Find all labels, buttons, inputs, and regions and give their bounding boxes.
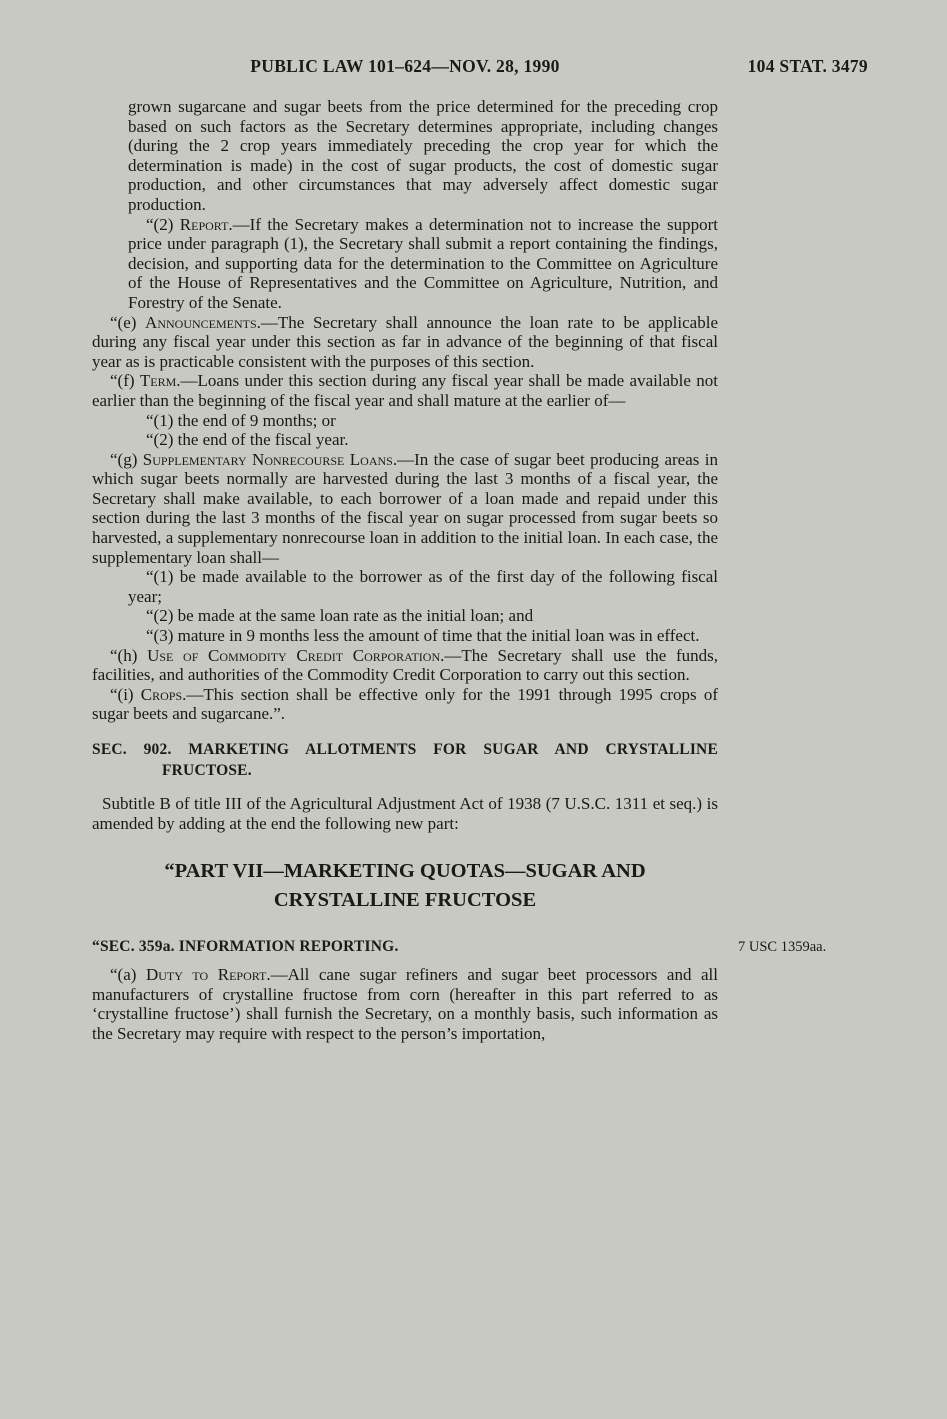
page-header bbox=[92, 56, 868, 80]
amendment-intro-paragraph: Subtitle B of title III of the Agricultural Adjustment Act of 1938 (7 U.S.C. 1311 et seq.) is amended by adding at the end the following new part: bbox=[92, 794, 718, 833]
statute-text: “(i) bbox=[110, 684, 141, 704]
statute-text: .—If the Secretary makes a determination not to increase the support price under paragraph (1), the Secretary shall submit a report containing the findings, decision, and supporting data for the determination to the Committee on Agriculture of the House of Representatives and the Committee on Agriculture, Nutrition, and Forestry of the Senate. bbox=[128, 214, 718, 312]
section-902-heading-line-2: FRUCTOSE. bbox=[162, 762, 252, 779]
statute-text: “(2) bbox=[146, 214, 180, 234]
statute-paragraph bbox=[92, 685, 718, 724]
statute-paragraphs bbox=[92, 965, 718, 1043]
statute-text: “(h) bbox=[110, 645, 148, 665]
statute-text: “(f) bbox=[110, 371, 140, 391]
header-stat-ref: 104 STAT. 3479 bbox=[747, 56, 868, 76]
statute-paragraphs bbox=[92, 97, 718, 724]
statute-paragraph bbox=[128, 97, 718, 215]
statute-text: .—All cane sugar refiners and sugar beet processors and all manufacturers of crystalline fructose from corn (hereafter in this part referred to as ‘crystalline fructose’) shall furnish the Secretary, on a monthly basis, such information as the Secretary may require with respect to the person’s importation, bbox=[92, 965, 719, 1043]
statute-defined-term: Supplementary Nonrecourse Loans bbox=[142, 449, 393, 469]
statute-defined-term: Use of Commodity Credit Corporation bbox=[147, 645, 441, 665]
statute-body bbox=[92, 97, 827, 1044]
statute-paragraph bbox=[128, 567, 718, 606]
statute-defined-term: Term bbox=[139, 371, 177, 391]
statute-defined-term: Report bbox=[179, 214, 229, 234]
statute-paragraph bbox=[128, 430, 718, 450]
statute-defined-term: Crops bbox=[140, 684, 183, 704]
section-359a-row bbox=[92, 937, 827, 959]
statute-paragraph bbox=[92, 371, 718, 410]
statute-text: .—The Secretary shall announce the loan rate to be applicable during any fiscal year under this section as far in advance of the beginning of that fiscal year as is practicable consistent with the purposes of this section. bbox=[92, 312, 718, 371]
statute-paragraph bbox=[128, 215, 718, 313]
statute-text: .—This section shall be effective only for the 1991 through 1995 crops of sugar beets and sugarcane.”. bbox=[92, 684, 718, 724]
statute-text: “(3) mature in 9 months less the amount of time that the initial loan was in effect. bbox=[146, 626, 700, 646]
statute-text: grown sugarcane and sugar beets from the price determined for the preceding crop based on such factors as the Secretary determines appropriate, including changes (during the 2 crop years immediately preceding the crop year for which the determination is made) in the cost of sugar products, the cost of domestic sugar production, and other circumstances that may adversely affect domestic sugar production. bbox=[128, 97, 718, 214]
section-902-heading-line-1: SEC. 902. MARKETING ALLOTMENTS FOR SUGAR AND CRYSTALLINE bbox=[92, 741, 718, 758]
statute-paragraph bbox=[92, 965, 718, 1043]
statute-text: .—The Secretary shall use the funds, facilities, and authorities of the Commodity Credit Corporation to carry out this section. bbox=[92, 645, 718, 685]
statute-text: “(2) be made at the same loan rate as the initial loan; and bbox=[146, 606, 534, 626]
statute-text: .—In the case of sugar beet producing areas in which sugar beets normally are harvested during the last 3 months of a fiscal year, the Secretary shall make available, to each borrower of a loan made and repaid under this section during the last 3 months of the fiscal year on sugar processed from sugar beets so harvested, a supplementary nonrecourse loan in addition to the initial loan. In each case, the supplementary loan shall— bbox=[92, 449, 718, 567]
section-359a-heading: “SEC. 359a. INFORMATION REPORTING. bbox=[92, 938, 399, 956]
statute-paragraph bbox=[128, 411, 718, 431]
section-902-heading bbox=[92, 739, 718, 781]
statute-text: “(e) bbox=[110, 312, 146, 332]
header-law-title: PUBLIC LAW 101–624—NOV. 28, 1990 bbox=[250, 56, 560, 76]
statute-text: “(g) bbox=[110, 449, 143, 469]
statute-paragraph bbox=[128, 606, 718, 626]
statute-text: “(a) bbox=[110, 965, 146, 985]
part-vii-heading-line-1: “PART VII—MARKETING QUOTAS—SUGAR AND bbox=[164, 860, 646, 883]
us-code-margin-note: 7 USC 1359aa. bbox=[738, 939, 827, 956]
statute-text: “(1) be made available to the borrower as of the first day of the following fiscal year; bbox=[128, 567, 718, 606]
statute-defined-term: Duty to Report bbox=[145, 965, 267, 985]
statute-text: “(1) the end of 9 months; or bbox=[146, 410, 336, 430]
statute-paragraph bbox=[128, 626, 718, 646]
statute-text: “(2) the end of the fiscal year. bbox=[146, 430, 349, 450]
statute-paragraph bbox=[92, 313, 718, 372]
statute-paragraph bbox=[92, 450, 718, 568]
part-vii-heading bbox=[125, 857, 685, 915]
part-vii-heading-line-2: CRYSTALLINE FRUCTOSE bbox=[273, 889, 537, 912]
statute-text: .—Loans under this section during any fiscal year shall be made available not earlier than the beginning of the fiscal year and shall mature at the earlier of— bbox=[92, 371, 718, 410]
statute-paragraph bbox=[92, 646, 718, 685]
statute-defined-term: Announcements bbox=[145, 312, 257, 332]
